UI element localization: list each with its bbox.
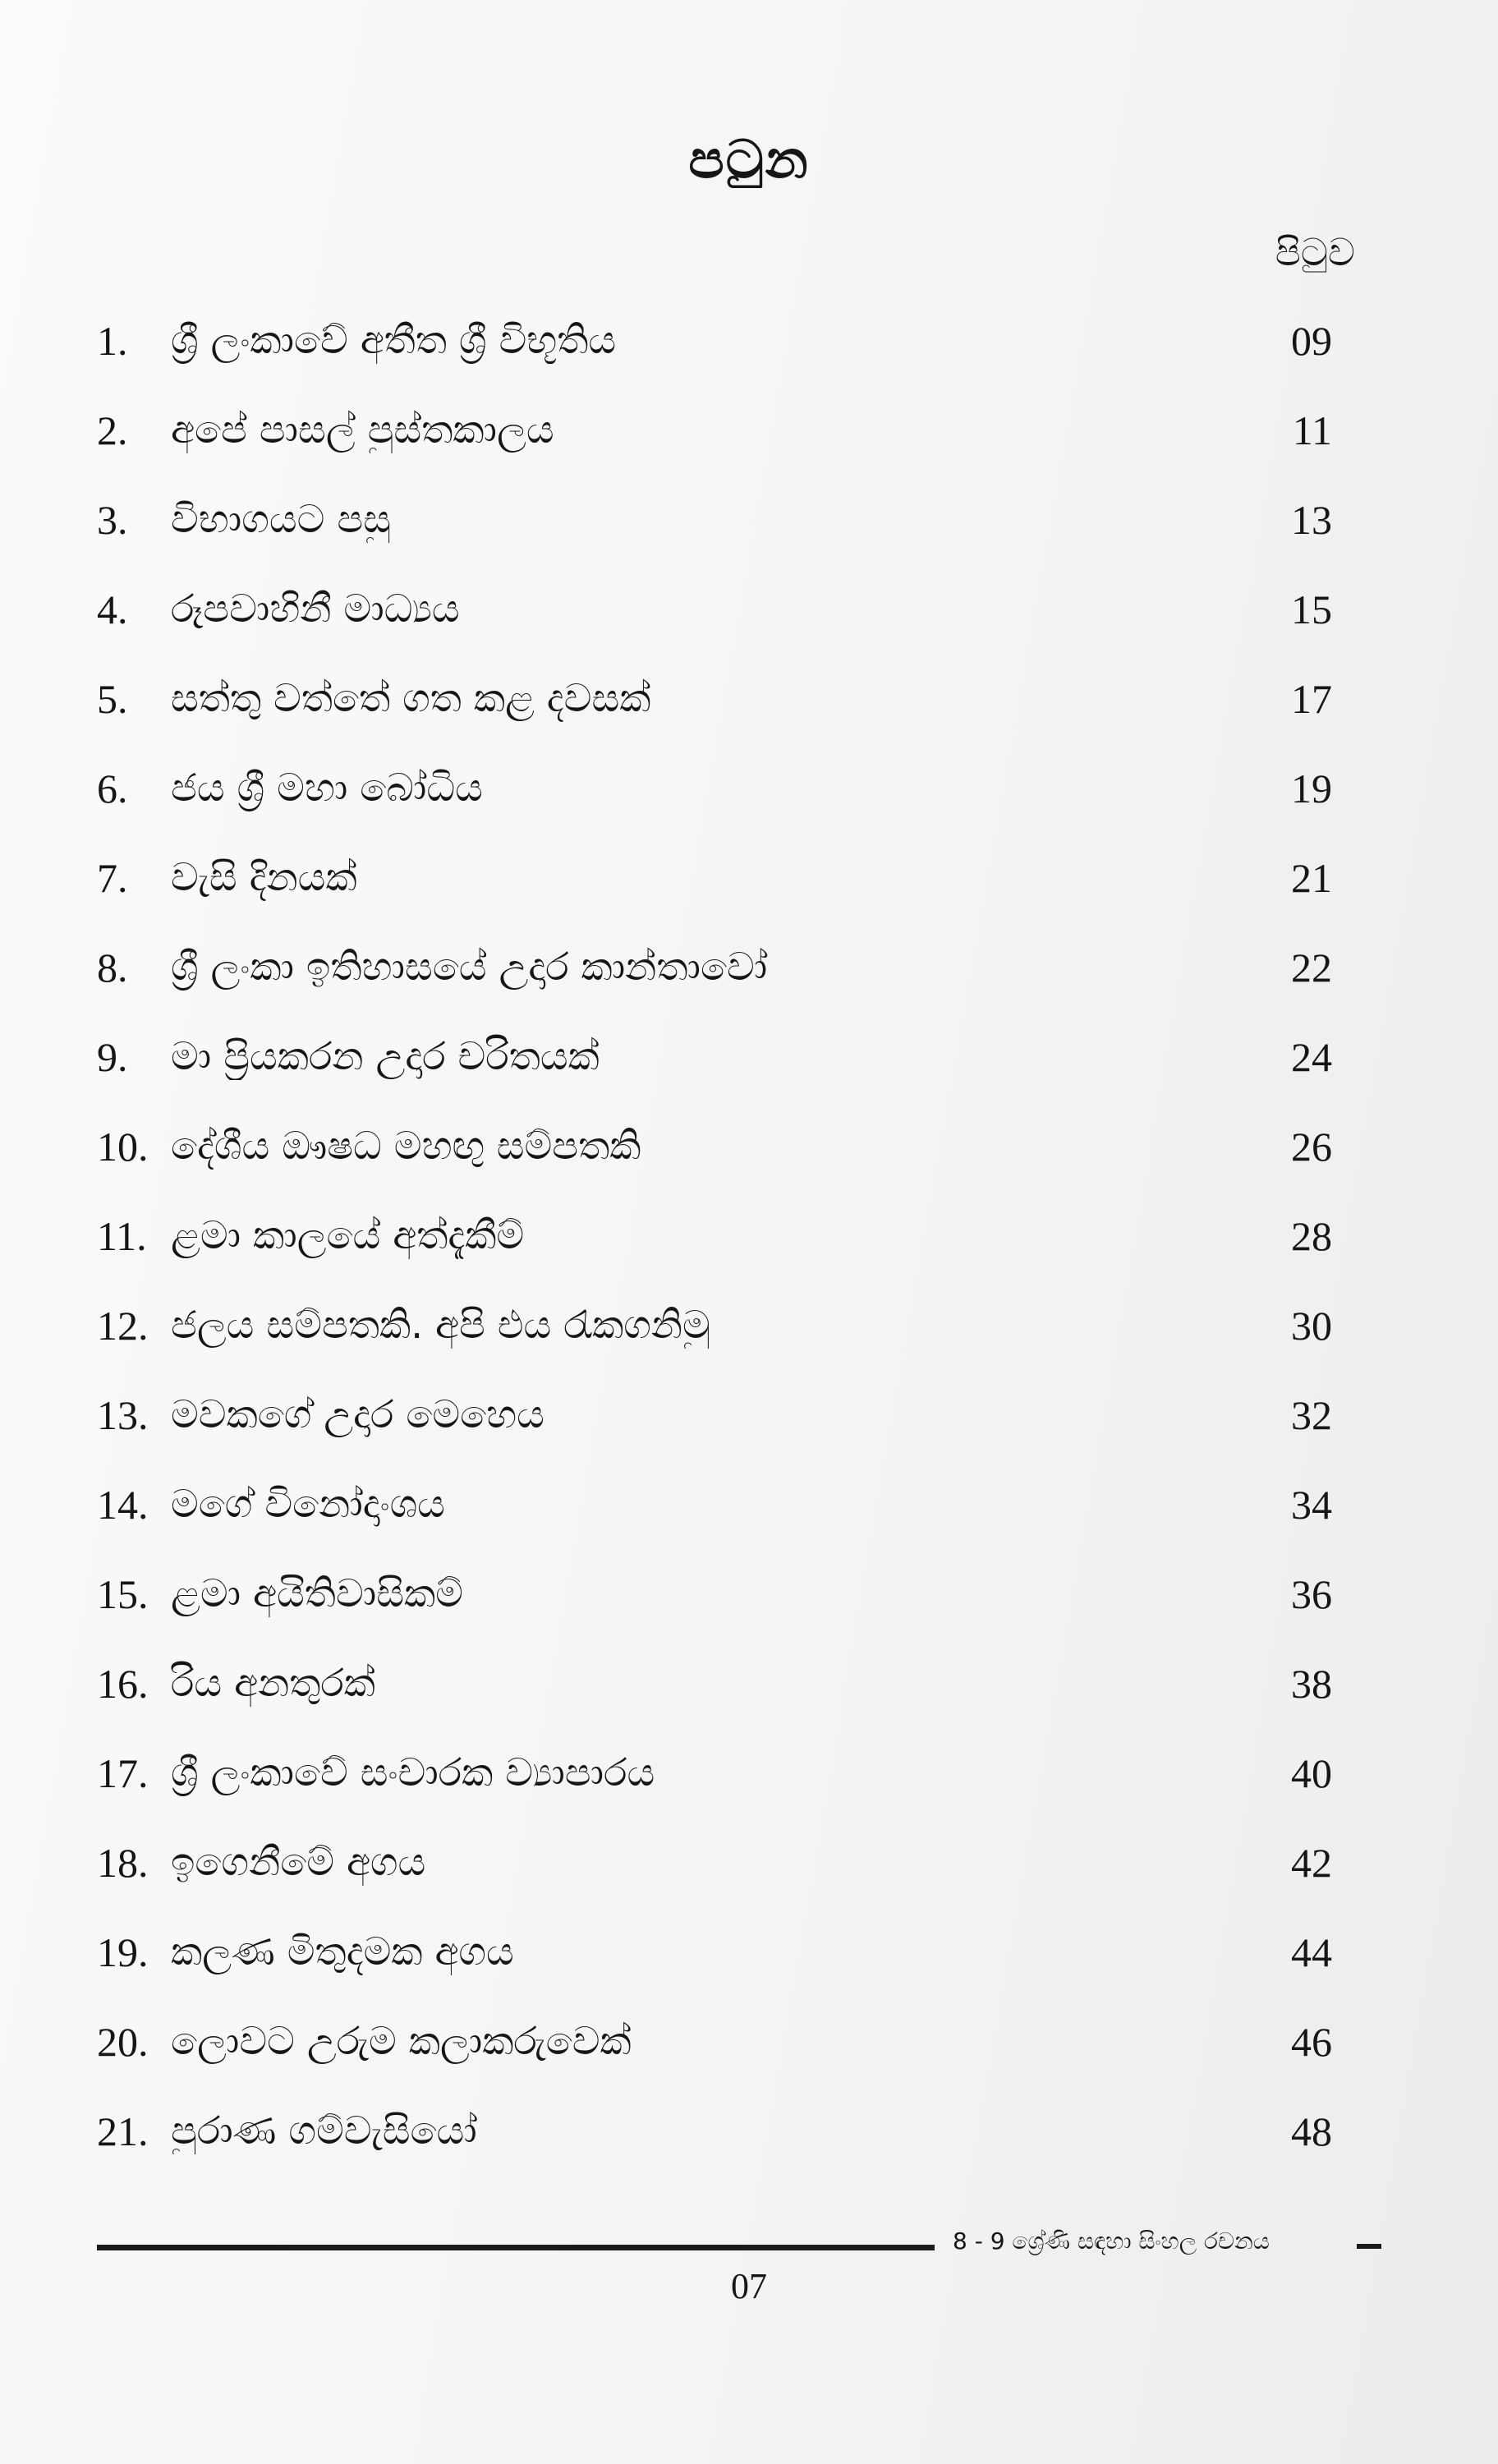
toc-entry-number: 11. <box>97 1212 147 1259</box>
toc-entry-page: 44 <box>1291 1928 1332 1975</box>
toc-entry <box>97 296 1362 385</box>
toc-entry <box>97 1280 1362 1370</box>
toc-entry <box>97 1549 1362 1639</box>
toc-entry-title: ශ්‍රී ලංකාවේ අතීත ශ්‍රී විභූතිය <box>171 317 617 363</box>
toc-entry-number: 12. <box>97 1302 149 1349</box>
page-number: 07 <box>731 2266 767 2306</box>
toc-entry-title: රිය අනතුරක් <box>171 1660 375 1706</box>
toc-entry <box>97 1818 1362 1907</box>
toc-entry <box>97 833 1362 922</box>
toc-entry-page: 28 <box>1291 1212 1332 1259</box>
footer-rule <box>97 2245 935 2250</box>
toc-entry <box>97 743 1362 833</box>
toc-entry-title: ශ්‍රී ලංකා ඉතිහාසයේ උදාර කාන්තාවෝ <box>171 944 768 990</box>
toc-entry-number: 15. <box>97 1570 149 1617</box>
toc-entry-number: 20. <box>97 2018 149 2065</box>
toc-entry-title: මා ප්‍රියකරන උදාර චරිතයක් <box>171 1033 600 1079</box>
toc-entry-number: 16. <box>97 1660 149 1707</box>
toc-entry-page: 48 <box>1291 2108 1332 2154</box>
toc-entry-number: 13. <box>97 1391 149 1438</box>
toc-entry-title: පුරාණ ගම්වැසියෝ <box>171 2108 477 2154</box>
toc-entry <box>97 654 1362 743</box>
toc-entry-page: 15 <box>1291 586 1332 632</box>
toc-entry-title: ළමා කාලයේ අත්දැකීම් <box>171 1212 525 1258</box>
toc-entry-page: 22 <box>1291 944 1332 991</box>
toc-entry-page: 13 <box>1291 496 1332 543</box>
toc-entry <box>97 1460 1362 1549</box>
toc-entry <box>97 1728 1362 1818</box>
toc-entry-title: මගේ විනෝදාංශය <box>171 1481 445 1527</box>
toc-entry-title: ශ්‍රී ලංකාවේ සංචාරක ව්‍යාපාරය <box>171 1749 655 1795</box>
page-column-header: පිටුව <box>1275 230 1355 274</box>
toc-entry <box>97 1370 1362 1460</box>
toc-entry-number: 6. <box>97 765 128 811</box>
toc-entry-number: 2. <box>97 407 128 453</box>
toc-entry-number: 9. <box>97 1033 128 1080</box>
toc-entry-number: 4. <box>97 586 128 632</box>
toc-entry-title: වැසි දිනයක් <box>171 854 357 900</box>
toc-entry-title: විභාගයට පසු <box>171 496 391 542</box>
toc-entry-page: 11 <box>1292 407 1332 453</box>
toc-entry-page: 42 <box>1291 1839 1332 1886</box>
toc-entry-page: 24 <box>1291 1033 1332 1080</box>
toc-entry-number: 17. <box>97 1749 149 1796</box>
toc-entry-number: 5. <box>97 675 128 722</box>
toc-entry-page: 19 <box>1291 765 1332 811</box>
toc-entry-title: කලණ මිතුදමක අගය <box>171 1928 514 1974</box>
toc-entry <box>97 1997 1362 2086</box>
toc-entry <box>97 922 1362 1012</box>
toc-entry-page: 32 <box>1291 1391 1332 1438</box>
toc-entry-page: 17 <box>1291 675 1332 722</box>
toc-entry-page: 26 <box>1291 1123 1332 1170</box>
toc-entry-page: 21 <box>1291 854 1332 901</box>
toc-entry-page: 46 <box>1291 2018 1332 2065</box>
footer-series-title: 8 - 9 ශ්‍රේණි සඳහා සිංහල රචනය <box>953 2227 1270 2255</box>
toc-entry-number: 18. <box>97 1839 149 1886</box>
toc-entry-title: අපේ පාසල් පුස්තකාලය <box>171 407 554 453</box>
toc-entry-title: දේශීය ඖෂධ මහඟු සම්පතකි <box>171 1123 641 1169</box>
toc-entry-number: 1. <box>97 317 128 364</box>
toc-entry-page: 09 <box>1291 317 1332 364</box>
toc-entry-number: 21. <box>97 2108 149 2154</box>
toc-entry-title: ජය ශ්‍රී මහා බෝධිය <box>171 765 483 811</box>
toc-entry-number: 19. <box>97 1928 149 1975</box>
toc-entry-title: ඉගෙනීමේ අගය <box>171 1839 426 1885</box>
toc-entry-title: ජලය සම්පතකි. අපි එය රැකගනිමු <box>171 1302 710 1348</box>
toc-entry-number: 10. <box>97 1123 149 1170</box>
toc-entry <box>97 385 1362 475</box>
table-of-contents <box>97 296 1362 2176</box>
page-title: පටුන <box>688 130 810 191</box>
toc-entry <box>97 564 1362 654</box>
toc-entry-page: 30 <box>1291 1302 1332 1349</box>
toc-entry <box>97 2086 1362 2176</box>
toc-entry-number: 8. <box>97 944 128 991</box>
toc-entry-title: ලොවට උරුම කලාකරුවෙක් <box>171 2018 632 2064</box>
toc-entry-page: 36 <box>1291 1570 1332 1617</box>
toc-entry-number: 14. <box>97 1481 149 1528</box>
toc-entry-title: මවකගේ උදාර මෙහෙය <box>171 1391 545 1437</box>
toc-entry <box>97 475 1362 564</box>
toc-entry <box>97 1907 1362 1997</box>
toc-entry-page: 40 <box>1291 1749 1332 1796</box>
toc-entry <box>97 1012 1362 1101</box>
toc-entry <box>97 1639 1362 1728</box>
footer-dash <box>1357 2244 1381 2249</box>
toc-entry-title: රූපවාහිනී මාධ්‍යය <box>171 586 460 632</box>
toc-entry-number: 3. <box>97 496 128 543</box>
toc-entry <box>97 1191 1362 1280</box>
toc-entry-number: 7. <box>97 854 128 901</box>
toc-entry <box>97 1101 1362 1191</box>
toc-entry-title: සත්තු වත්තේ ගත කළ දවසක් <box>171 675 651 721</box>
toc-entry-page: 38 <box>1291 1660 1332 1707</box>
toc-entry-title: ළමා අයිතිවාසිකම් <box>171 1570 463 1616</box>
toc-entry-page: 34 <box>1291 1481 1332 1528</box>
